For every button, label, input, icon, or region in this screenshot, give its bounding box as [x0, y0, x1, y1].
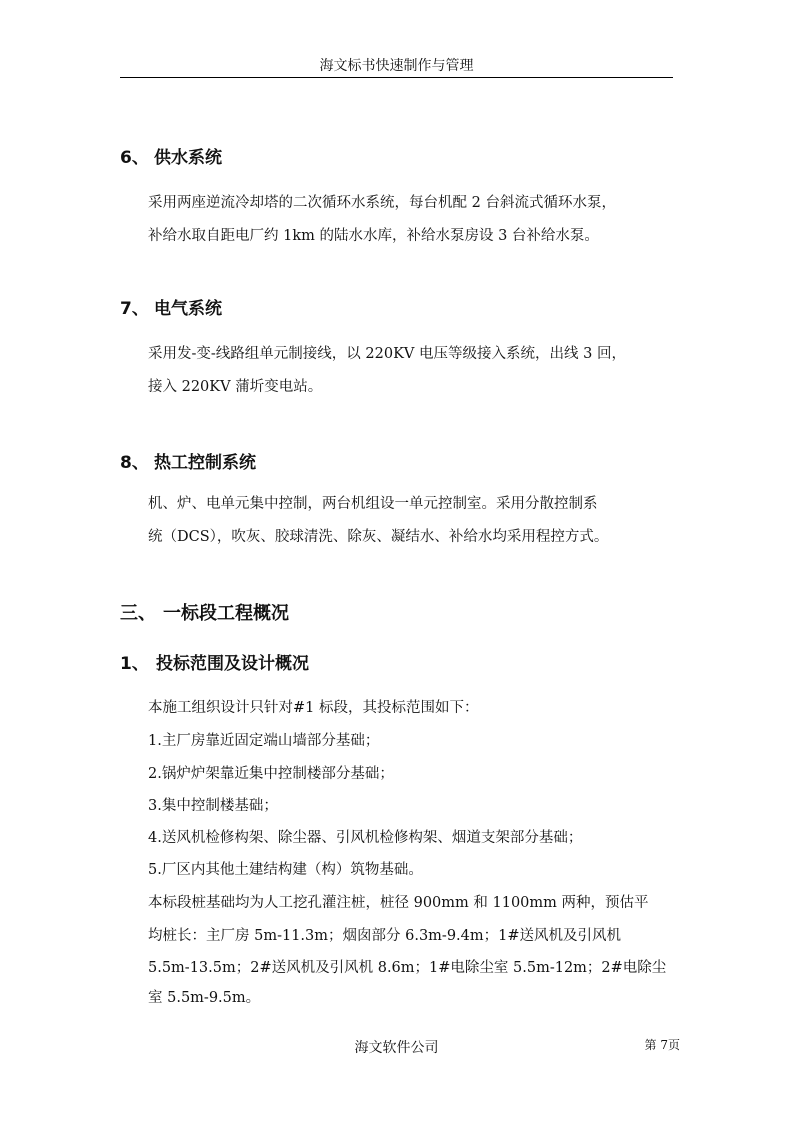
- subsection-title: 投标范围及设计概况: [156, 654, 309, 674]
- section-heading-electrical: [120, 298, 222, 320]
- section-number: 7、: [120, 299, 149, 319]
- paragraph-line: 采用发-变-线路组单元制接线，以 220KV 电压等级接入系统，出线 3 回，: [148, 346, 626, 362]
- page-number: 第 7页: [644, 1038, 680, 1052]
- section-number: 8、: [120, 453, 149, 473]
- paragraph-line: 本施工组织设计只针对#1 标段，其投标范围如下：: [148, 700, 479, 716]
- list-item: 4.送风机检修构架、除尘器、引风机检修构架、烟道支架部分基础；: [148, 830, 583, 846]
- paragraph-line: 统（DCS），吹灰、胶球清洗、除灰、凝结水、补给水均采用程控方式。: [148, 529, 609, 545]
- section-heading-water-supply: [120, 147, 222, 169]
- paragraph-line: 均桩长：主厂房 5m-11.3m；烟囱部分 6.3m-9.4m；1#送风机及引风机: [148, 928, 622, 944]
- section-title: 电气系统: [154, 299, 222, 319]
- subsection-number: 1、: [120, 654, 149, 674]
- chapter-heading: [120, 603, 289, 625]
- chapter-number: 三、: [120, 603, 156, 624]
- list-item: 3.集中控制楼基础；: [148, 798, 278, 814]
- paragraph-line: 接入 220KV 蒲圻变电站。: [148, 379, 323, 395]
- paragraph-line: 补给水取自距电厂约 1km 的陆水水库，补给水泵房设 3 台补给水泵。: [148, 228, 599, 244]
- page-header: 海文标书快速制作与管理: [319, 58, 474, 74]
- list-item: 5.厂区内其他土建结构建（构）筑物基础。: [148, 862, 423, 878]
- section-heading-thermal-control: [120, 452, 256, 474]
- paragraph-line: 机、炉、电单元集中控制，两台机组设一单元控制室。采用分散控制系: [148, 496, 598, 512]
- paragraph-line: 室 5.5m-9.5m。: [148, 990, 261, 1006]
- paragraph-line: 5.5m-13.5m；2#送风机及引风机 8.6m；1#电除尘室 5.5m-12m；2#电除尘: [148, 960, 667, 976]
- subsection-heading: [120, 653, 309, 675]
- list-item: 2.锅炉炉架靠近集中控制楼部分基础；: [148, 766, 394, 782]
- section-title: 供水系统: [154, 148, 222, 168]
- list-item: 1.主厂房靠近固定端山墙部分基础；: [148, 733, 380, 749]
- chapter-title: 一标段工程概况: [163, 603, 289, 624]
- section-number: 6、: [120, 148, 149, 168]
- paragraph-line: 本标段桩基础均为人工挖孔灌注桩，桩径 900mm 和 1100mm 两种，预估平: [148, 895, 649, 911]
- footer-company: 海文软件公司: [354, 1040, 439, 1056]
- header-divider: [120, 77, 673, 78]
- paragraph-line: 采用两座逆流冷却塔的二次循环水系统，每台机配 2 台斜流式循环水泵，: [148, 195, 616, 211]
- section-title: 热工控制系统: [154, 453, 256, 473]
